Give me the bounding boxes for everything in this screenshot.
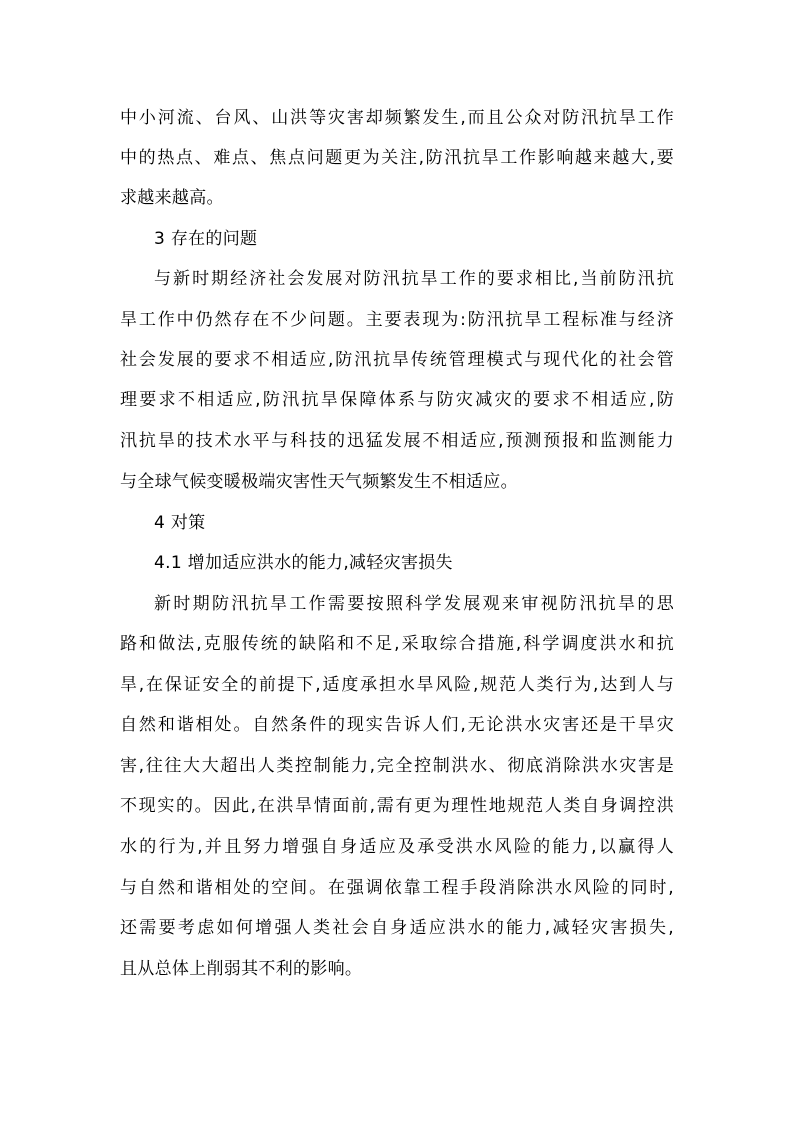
paragraph-line: 旱,在保证安全的前提下,适度承担水旱风险,规范人类行为,达到人与 <box>120 675 674 695</box>
paragraph-line: 与新时期经济社会发展对防汛抗旱工作的要求相比,当前防汛抗 <box>154 269 674 289</box>
section-heading-3: 3 存在的问题 <box>154 229 258 249</box>
paragraph-line: 自然和谐相处。自然条件的现实告诉人们,无论洪水灾害还是干旱灾 <box>120 715 674 735</box>
paragraph-line: 路和做法,克服传统的缺陷和不足,采取综合措施,科学调度洪水和抗 <box>120 634 674 654</box>
paragraph-line: 水的行为,并且努力增强自身适应及承受洪水风险的能力,以赢得人 <box>120 837 674 857</box>
paragraph-line: 害,往往大大超出人类控制能力,完全控制洪水、彻底消除洪水灾害是 <box>120 756 674 776</box>
paragraph-line: 还需要考虑如何增强人类社会自身适应洪水的能力,减轻灾害损失, <box>120 918 674 938</box>
paragraph-line: 不现实的。因此,在洪旱情面前,需有更为理性地规范人类自身调控洪 <box>120 796 674 816</box>
paragraph-line: 与全球气候变暖极端灾害性天气频繁发生不相适应。 <box>120 472 518 492</box>
section-heading-4: 4 对策 <box>154 513 206 533</box>
paragraph-line: 汛抗旱的技术水平与科技的迅猛发展不相适应,预测预报和监测能力 <box>120 431 674 451</box>
paragraph-line: 求越来越高。 <box>120 188 224 208</box>
paragraph-line: 与自然和谐相处的空间。在强调依靠工程手段消除洪水风险的同时, <box>120 878 674 898</box>
subsection-heading-4-1: 4.1 增加适应洪水的能力,减轻灾害损失 <box>154 553 453 573</box>
paragraph-line: 中小河流、台风、山洪等灾害却频繁发生,而且公众对防汛抗旱工作 <box>120 108 674 128</box>
paragraph-line: 旱工作中仍然存在不少问题。主要表现为:防汛抗旱工程标准与经济 <box>120 310 674 330</box>
paragraph-line: 理要求不相适应,防汛抗旱保障体系与防灾减灾的要求不相适应,防 <box>120 390 674 410</box>
paragraph-line: 新时期防汛抗旱工作需要按照科学发展观来审视防汛抗旱的思 <box>154 594 674 614</box>
paragraph-line: 且从总体上削弱其不利的影响。 <box>120 959 363 979</box>
paragraph-line: 社会发展的要求不相适应,防汛抗旱传统管理模式与现代化的社会管 <box>120 350 674 370</box>
paragraph-line: 中的热点、难点、焦点问题更为关注,防汛抗旱工作影响越来越大,要 <box>120 148 674 168</box>
